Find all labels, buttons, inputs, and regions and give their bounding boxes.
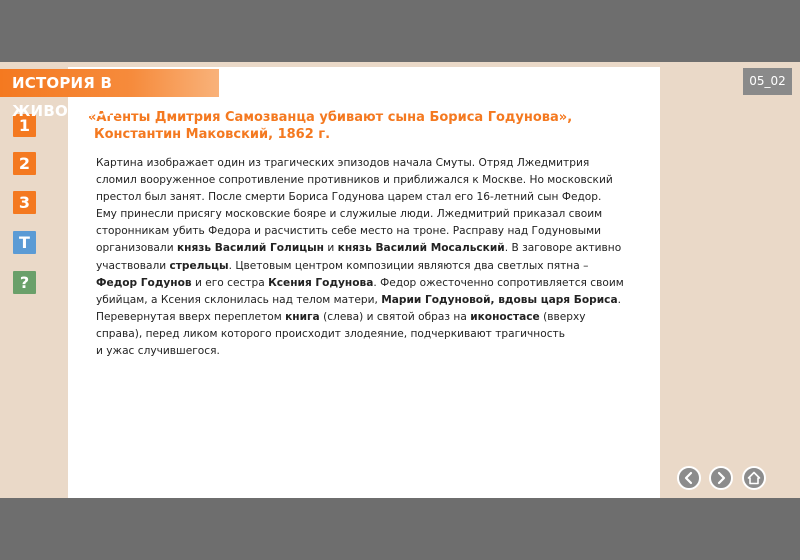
text-run: . bbox=[617, 293, 621, 306]
description-line bbox=[96, 189, 656, 206]
section-title: ИСТОРИЯ В ЖИВОПИСИ bbox=[0, 69, 219, 97]
description-line bbox=[96, 275, 656, 292]
sidebar-item-3[interactable]: 3 bbox=[13, 191, 36, 214]
text-run: сторонникам убить Федора и расчистить себе место на троне. Расправу над Годуновыми bbox=[96, 225, 601, 238]
painting-author: Константин Маковский, 1862 г. bbox=[94, 127, 331, 142]
next-button[interactable] bbox=[709, 466, 733, 490]
description-line bbox=[96, 258, 656, 275]
top-bar bbox=[0, 0, 800, 62]
prev-button[interactable] bbox=[677, 466, 701, 490]
slide-number-badge: 05_02 bbox=[743, 68, 792, 95]
highlighted-term: князь Василий Голицын bbox=[176, 242, 324, 255]
text-run: и bbox=[324, 242, 338, 255]
sidebar-item-text[interactable]: T bbox=[13, 231, 36, 254]
description-line bbox=[96, 155, 656, 172]
sidebar-item-quiz[interactable]: ? bbox=[13, 271, 36, 294]
chevron-left-icon bbox=[682, 471, 696, 485]
highlighted-term: Федор Годунов bbox=[96, 276, 192, 289]
painting-heading bbox=[88, 109, 648, 143]
text-run: престол был занят. После смерти Бориса Годунова царем стал его 16-летний сын Федор. bbox=[96, 191, 602, 204]
text-run: (слева) и святой образ на bbox=[319, 310, 471, 323]
text-run: и ужас случившегося. bbox=[96, 345, 220, 358]
painting-title: «Агенты Дмитрия Самозванца убивают сына Бориса Годунова», bbox=[88, 110, 573, 125]
description-line bbox=[96, 223, 656, 240]
description-line bbox=[96, 172, 656, 189]
description-text bbox=[96, 155, 656, 360]
sidebar bbox=[0, 62, 68, 498]
text-run: организовали bbox=[96, 242, 177, 255]
right-panel bbox=[660, 62, 800, 498]
text-run: и его сестра bbox=[191, 276, 269, 289]
description-line bbox=[96, 240, 656, 257]
text-run: Перевернутая вверх переплетом bbox=[96, 310, 286, 323]
text-run: сломил вооруженное сопротивление противников и приближался к Москве. Но московский bbox=[96, 174, 613, 187]
highlighted-term: иконостасе bbox=[470, 310, 540, 323]
highlighted-term: книга bbox=[285, 310, 320, 323]
slide-stage bbox=[0, 62, 800, 498]
bottom-bar bbox=[0, 498, 800, 560]
text-run: . Федор ожесточенно сопротивляется своим bbox=[373, 276, 624, 289]
highlighted-term: князь Василий Мосальский bbox=[337, 242, 505, 255]
highlighted-term: Марии Годуновой, вдовы царя Бориса bbox=[381, 293, 618, 306]
sidebar-item-2[interactable]: 2 bbox=[13, 152, 36, 175]
text-run: . Цветовым центром композиции являются два светлых пятна – bbox=[228, 259, 589, 272]
highlighted-term: Ксения Годунова bbox=[268, 276, 374, 289]
description-line bbox=[96, 326, 656, 343]
text-run: (вверху bbox=[539, 310, 586, 323]
text-run: справа), перед ликом которого происходит злодеяние, подчеркивают трагичность bbox=[96, 327, 565, 340]
text-run: убийцам, а Ксения склонилась над телом матери, bbox=[96, 293, 382, 306]
text-run: Картина изображает один из трагических эпизодов начала Смуты. Отряд Лжедмитрия bbox=[96, 157, 590, 169]
description-line bbox=[96, 206, 656, 223]
chevron-right-icon bbox=[714, 471, 728, 485]
description-line bbox=[96, 343, 656, 360]
text-run: . В заговоре активно bbox=[504, 242, 622, 255]
text-run: Ему принесли присягу московские бояре и служилые люди. Лжедмитрий приказал своим bbox=[96, 208, 603, 221]
content-panel bbox=[68, 67, 660, 498]
description-line bbox=[96, 292, 656, 309]
sidebar-item-1[interactable]: 1 bbox=[13, 114, 36, 137]
description-line bbox=[96, 309, 656, 326]
home-button[interactable] bbox=[742, 466, 766, 490]
text-run: участвовали bbox=[96, 259, 170, 272]
highlighted-term: стрельцы bbox=[169, 259, 229, 272]
home-icon bbox=[747, 471, 761, 485]
